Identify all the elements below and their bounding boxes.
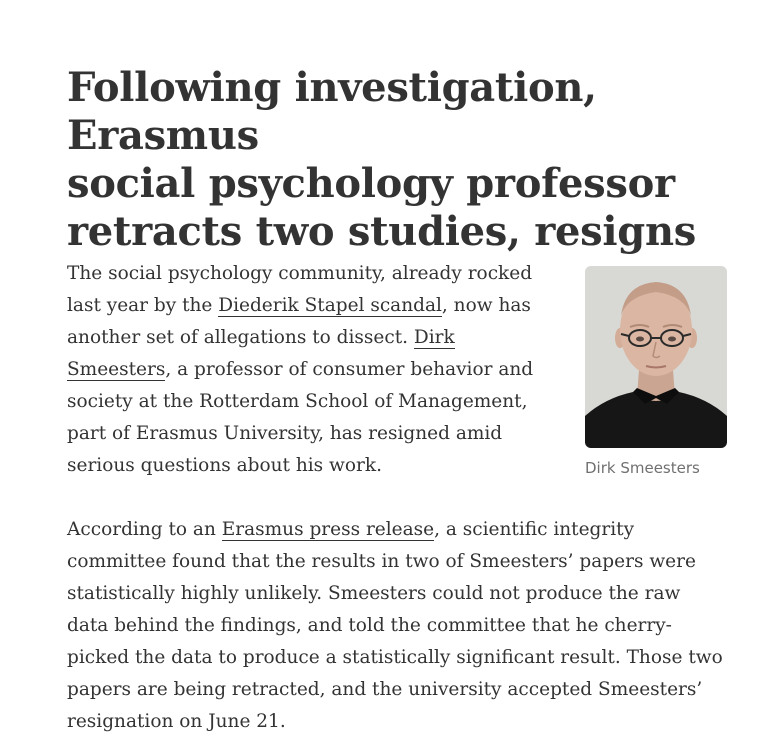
title-line: Following investigation, Erasmus: [67, 64, 597, 159]
title-line: social psychology professor: [67, 160, 675, 207]
paragraph-text: , now has another set of allegations to dissect.: [67, 295, 531, 348]
intro-paragraph: [67, 258, 557, 482]
stapel-scandal-link[interactable]: Diederik Stapel scandal: [218, 295, 442, 316]
paragraph-text: According to an: [67, 519, 222, 540]
article-title: [67, 64, 727, 256]
article: [67, 64, 727, 732]
paragraph-text: , a scientific integrity committee found that the results in two of Smeesters’ papers were statistically highly unlikely. Smeesters could not produce the raw data behind the findings, and told the committee that he cherry-picked the data to produce a statistically significant result. Those two papers are being retracted, and the university accepted Smeesters’ resignation on June 21.: [67, 519, 723, 732]
paragraph-text: , a professor of consumer behavior and society at the Rotterdam School of Management, part of Erasmus University, has resigned amid serious questions about his work.: [67, 359, 534, 476]
press-release-link[interactable]: Erasmus press release: [221, 519, 435, 540]
portrait-photo: [585, 266, 727, 448]
body-paragraph: [67, 514, 727, 738]
paragraph-text: The social psychology community, already rocked last year by the: [67, 263, 533, 316]
figure: [585, 266, 727, 478]
smeesters-link[interactable]: Dirk Smeesters: [67, 327, 455, 380]
title-line: retracts two studies, resigns: [67, 208, 696, 255]
figure-caption: Dirk Smeesters: [585, 459, 700, 477]
